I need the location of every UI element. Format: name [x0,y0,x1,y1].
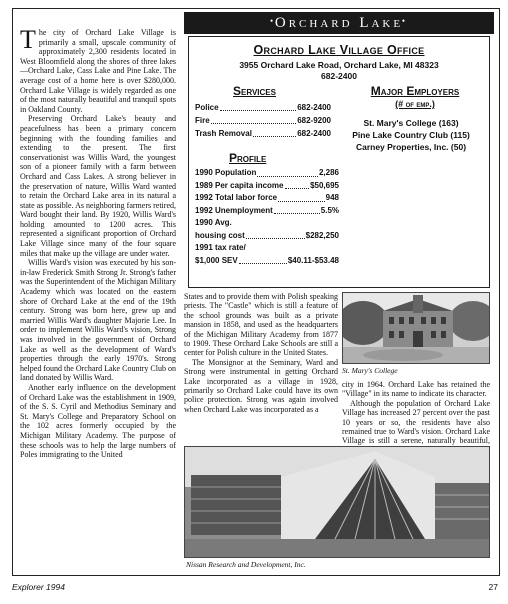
right-article-column [342,380,490,455]
profile-row: 1991 tax rate/ [195,243,246,252]
drop-cap: T [20,25,36,54]
section-banner [184,12,494,34]
article-paragraph-7: city in 1964. Orchard Lake has retained the "Village" in its name to indicate its character. [342,380,490,399]
profile-row: 1992 Total labor force 948 [195,193,339,202]
profile-row: 1990 Avg. [195,218,232,227]
employer-item: Pine Lake Country Club (115) [352,130,470,140]
service-row: Trash Removal 682-2400 [195,129,331,138]
article-paragraph-2: Preserving Orchard Lake's beauty and peacefulness has been a primary concern beginning with the founding families and extending to the present. The first conservationist was Willis Ward, the youngest son of a pioneer family with a farm between Orchard and Cass Lakes. A strong believer in the preservation of nature, Willis Ward wanted to retain the Orchard Lake area in its natural a state as possible. As neighboring farmers retired, Ward bought their land. By 1920, Willis Ward's holding amounted to 1200 acres. This represented a significant proportion of Orchard Lake Village since many of the four square miles that make up the village are under water. [20,114,176,258]
employer-item: St. Mary's College (163) [363,118,459,128]
office-title: Orchard Lake Village Office [253,43,425,57]
middle-article-column [184,292,338,414]
article-paragraph-3: Willis Ward's vision was executed by his son-in-law Frederick Smith Strong Jr. Strong's father was the Superintendent of the Michigan Military Academy which was located on the eastern shore of Orchard Lake at the end of the 19th century. Strong was born here, grew up and married Willis Ward's daughter Majorie Lee. In order to implement Willis Ward's vision, Strong was involved in the government of Orchard Lake as well as the development of Ward's properties through the early 1970's. Strong helped found the Orchard Lake Country Club on land donated by Willis Ward. [20,258,176,383]
profile-row: 1990 Population 2,286 [195,168,339,177]
page-number: 27 [488,582,498,592]
profile-row: 1989 Per capita income $50,695 [195,180,339,190]
services-heading: Services [233,84,276,98]
article-paragraph-8: Although the population of Orchard Lake Village has increased 27 percent over the past 10 years or so, the residents have also remained true to Ward's vision. Orchard Lake Village is still a serene, naturally beautiful, [342,398,490,446]
article-paragraph-4: Another early influence on the development of Orchard Lake was the establishment in 1909, of the S. S. Cyril and Methodius Seminary and St. Mary's College and Preparatory School on the 102 acres formerly occupied by the Michigan Military Academy. The purpose of these schools was to help the large numbers of Poles immigrating to the United [20,382,176,460]
services-list [195,101,331,140]
st-marys-college-photo [342,292,490,364]
article-paragraph-1 [20,25,176,114]
nissan-photo-caption: Nissan Research and Development, Inc. [186,560,306,569]
profile-row: $1,000 SEV $40.11-$53.48 [195,255,339,265]
publication-footer: Explorer 1994 [12,582,65,592]
profile-heading: Profile [229,151,267,165]
paragraph-text: he city of Orchard Lake Village is primarily a small, upscale community of approximately 2,300 residents located in West Bloomfield along the shores of three lakes—Orchard Lake, Cass Lake and Pine Lake. The average cost of a home here is over $280,000. Orchard Lake Village is widely regarded as one of the most naturally beautiful and tranquil spots in Oakland County. [20,28,176,114]
banner-title: Orchard Lake [274,14,404,31]
article-paragraph-6: The Monsignor at the Seminary, Ward and Strong were instrumental in getting Orchard Lake incorporated as a village in 1928, primarily so Orchard Lake could have its own police protection. Strong was again involved when Orchard Lake was incorporated as a [184,357,338,414]
left-article-column [20,25,176,460]
college-photo-caption: St. Mary's College [342,366,398,375]
employers-list [335,117,487,153]
office-phone: 682-2400 [321,71,357,81]
article-paragraph-5: States and to provide them with Polish speaking priests. The "Castle" which is still a feature of the school grounds was built as a private mansion in 1858, and used as the headquarters of the Michigan Military Academy from 1877 to 1909. These Orchard Lake Schools are still a center for Polish culture in the United States. [184,292,338,358]
office-address: 3955 Orchard Lake Road, Orchard Lake, MI 48323 [239,60,439,70]
banner-dot-left: • [270,16,277,26]
profile-row: 1992 Unemployment 5.5% [195,205,339,215]
nissan-building-photo [184,446,490,558]
banner-dot-right: • [401,16,408,26]
employers-subheading: (# of emp.) [395,99,435,109]
employer-item: Carney Properties, Inc. (50) [355,142,467,152]
village-office-box [188,36,490,288]
service-row: Police 682-2400 [195,103,331,112]
profile-row: housing cost $282,250 [195,230,339,240]
employers-heading: Major Employers [370,84,460,98]
profile-list [195,167,339,267]
service-row: Fire 682-9200 [195,116,331,125]
